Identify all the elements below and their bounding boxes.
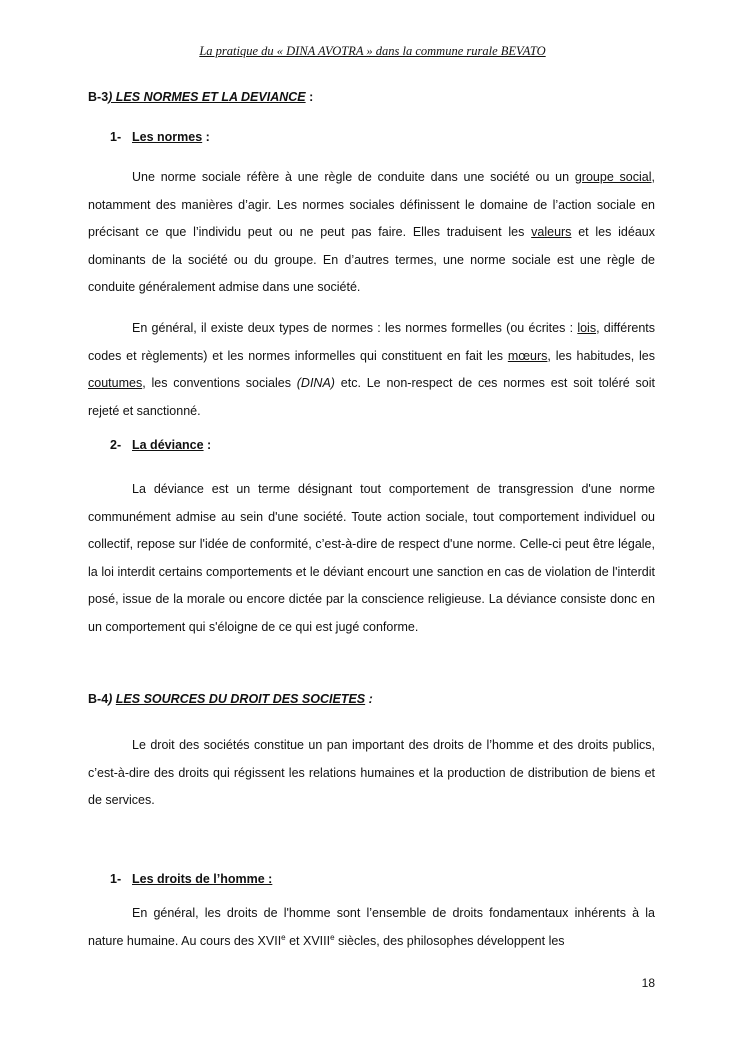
link-moeurs[interactable]: mœurs	[507, 348, 548, 363]
link-coutumes[interactable]: coutumes	[88, 376, 143, 390]
paragraph-droit-societes	[88, 732, 655, 815]
section-title-b3	[88, 90, 313, 104]
text-run: et les idéaux dominants de la société ou du groupe. En d’autres termes, une norme sociale est une règle de conduite généralement admise dans une société.	[88, 225, 655, 294]
subheading-number: 1-	[110, 872, 122, 886]
subheading-label: La déviance	[132, 438, 204, 452]
subheading-label: Les normes	[132, 130, 203, 144]
text-run: , les habitudes, les	[547, 348, 655, 363]
italic-dina: (DINA)	[296, 376, 335, 390]
running-header: La pratique du « DINA AVOTRA » dans la commune rurale BEVATO	[199, 44, 546, 58]
section-paren: )	[108, 692, 116, 706]
section-code: B-3	[88, 90, 109, 104]
section-title-b4	[88, 692, 373, 706]
text-run: La déviance est un terme désignant tout comportement de transgression d'une norme communément admise au sein d'une société. Toute action sociale, tout comportement individuel ou collectif, repose sur l'idée de conformité, c’est-à-dire de respect d'une norme. Celle-ci peut être légale, la loi interdit certains comportements et le déviant encourt une sanction en cas de violation de l'interdit posé, issue de la morale ou encore dictée par la conscience religieuse. La déviance consiste donc en un comportement qui s'éloigne de ce qui est jugé conforme.	[88, 482, 655, 634]
text-run: , différents codes et règlements) et les normes informelles qui constituent en fait les	[88, 321, 655, 363]
subheading-deviance	[110, 438, 211, 452]
text-run: etc. Le non-respect de ces normes est soit toléré soit rejeté et sanctionné.	[88, 376, 655, 418]
section-colon: :	[305, 90, 314, 104]
paragraph-droits-homme	[88, 900, 655, 955]
text-run: En général, les droits de l'homme sont l’ensemble de droits fondamentaux inhérents à la nature humaine. Au cours des XVII	[88, 906, 655, 948]
section-name: LES SOURCES DU DROIT DES SOCIETES	[115, 692, 366, 706]
paragraph-normes-definition	[88, 164, 655, 302]
subheading-droits-homme	[110, 872, 272, 886]
text-run: Le droit des sociétés constitue un pan important des droits de l’homme et des droits publics, c’est-à-dire des droits qui régissent les relations humaines et la production de distribution de biens et de services.	[88, 738, 655, 807]
link-lois[interactable]: lois	[577, 321, 597, 335]
section-name: ) LES NORMES ET LA DEVIANCE	[108, 90, 306, 104]
paragraph-normes-types	[88, 315, 655, 425]
link-valeurs[interactable]: valeurs	[531, 225, 572, 239]
text-run: Une norme sociale réfère à une règle de conduite dans une société ou un	[132, 170, 575, 184]
superscript: e	[330, 932, 335, 942]
subheading-number: 2-	[110, 438, 122, 452]
subheading-normes	[110, 130, 210, 144]
text-run: siècles, des philosophes développent les	[334, 933, 565, 948]
text-run: , les conventions sociales	[142, 376, 297, 390]
paragraph-deviance	[88, 476, 655, 641]
section-code: B-4	[88, 692, 109, 706]
superscript: e	[281, 932, 286, 942]
text-run: et XVIII	[285, 933, 331, 948]
section-colon: :	[365, 692, 373, 706]
subheading-suffix: :	[203, 438, 212, 452]
subheading-label: Les droits de l’homme :	[132, 872, 273, 886]
page-number: 18	[641, 976, 655, 990]
text-run: , notamment des manières d’agir. Les normes sociales définissent le domaine de l’action sociale en précisant ce que l’individu peut ou ne peut pas faire. Elles traduisent les	[88, 170, 655, 239]
link-groupe-social[interactable]: groupe social	[574, 170, 652, 184]
subheading-suffix: :	[202, 130, 210, 144]
subheading-number: 1-	[110, 130, 122, 144]
text-run: En général, il existe deux types de normes : les normes formelles (ou écrites :	[132, 321, 578, 335]
